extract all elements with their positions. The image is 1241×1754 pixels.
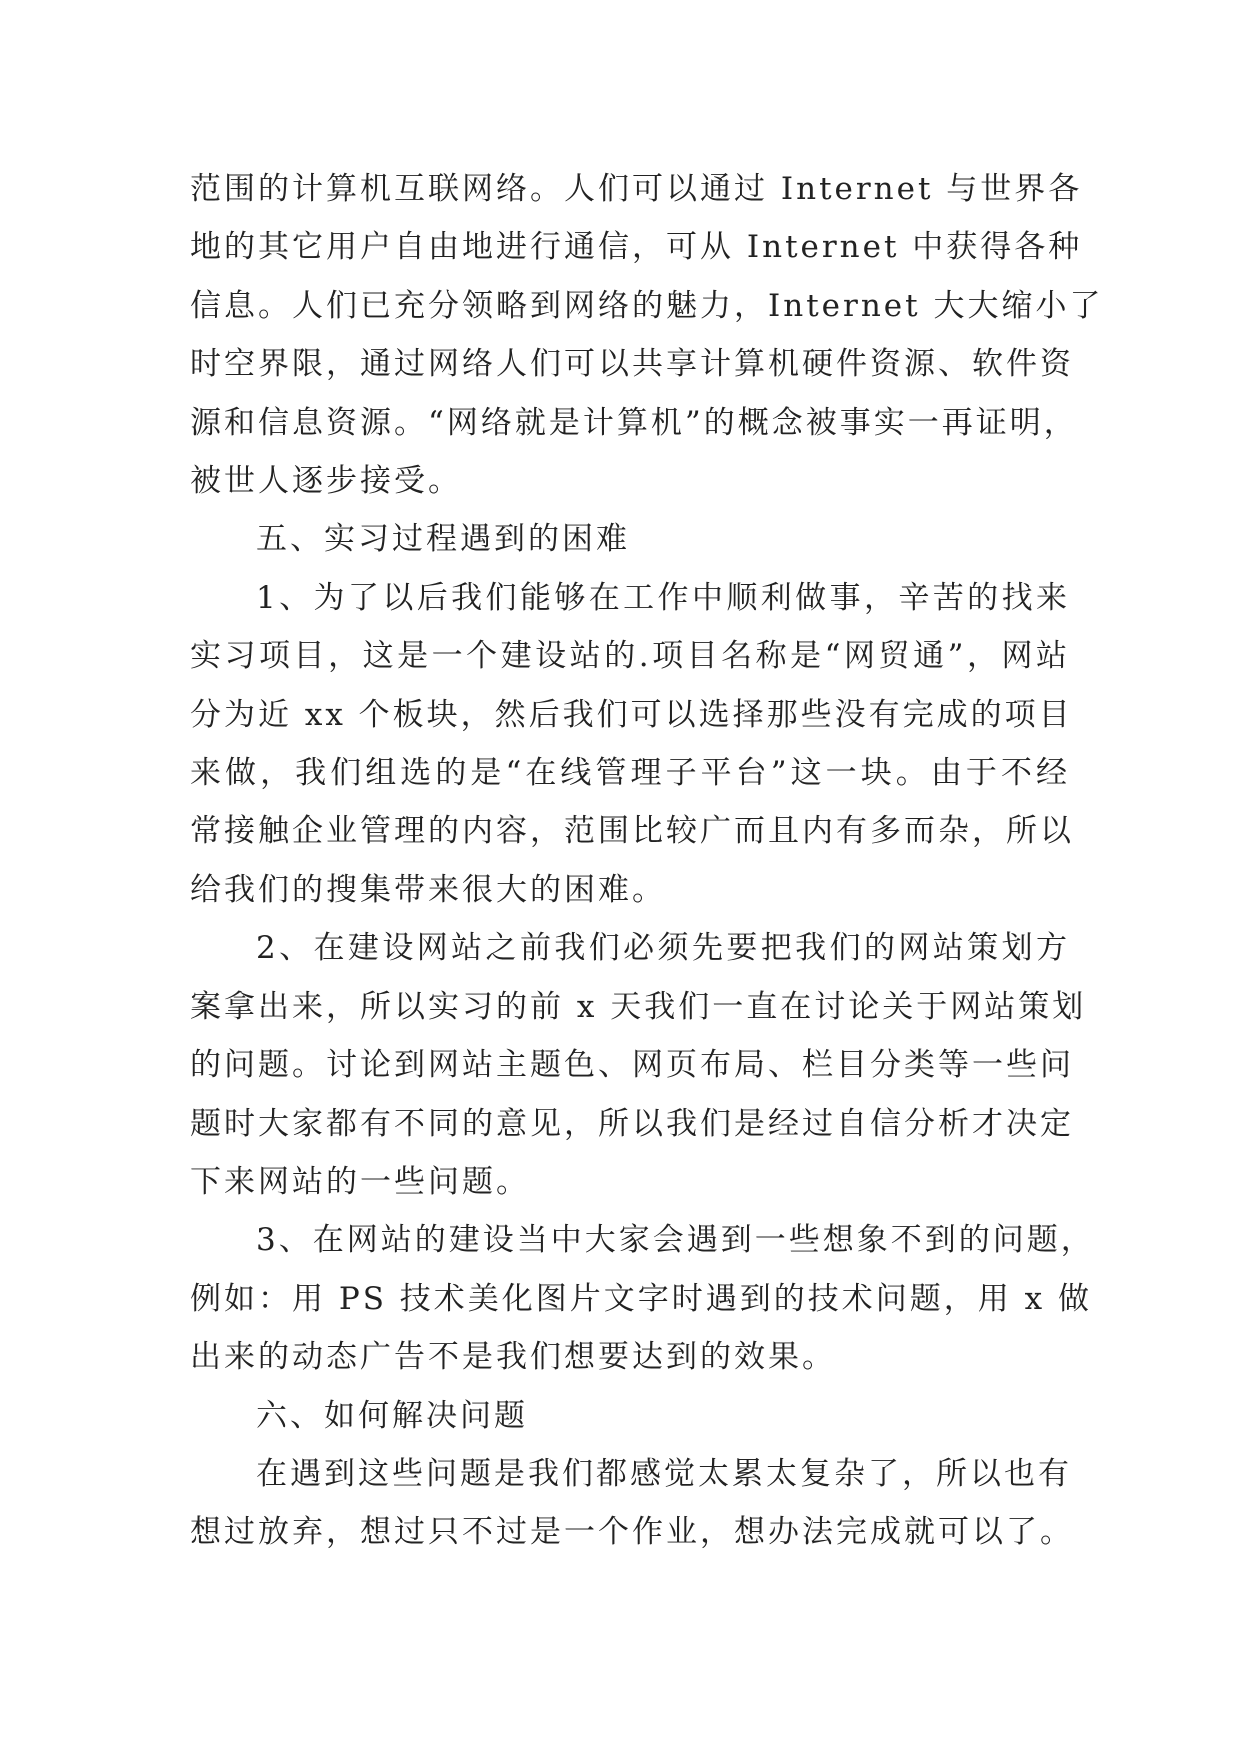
text-line: 分为近 xx 个板块，然后我们可以选择那些没有完成的项目 (190, 696, 1073, 733)
text-line: 五、实习过程遇到的困难 (256, 521, 630, 558)
document-body (190, 160, 1104, 1562)
text-line: 想过放弃，想过只不过是一个作业，想办法完成就可以了。 (190, 1514, 1074, 1551)
text-line: 信息。人们已充分领略到网络的魅力，Internet 大大缩小了 (190, 287, 1104, 324)
text-line: 源和信息资源。“网络就是计算机”的概念被事实一再证明， (190, 404, 1078, 441)
text-line: 常接触企业管理的内容，范围比较广而且内有多而杂，所以 (190, 813, 1074, 850)
text-line: 六、如何解决问题 (256, 1397, 528, 1434)
text-line: 下来网站的一些问题。 (190, 1163, 530, 1200)
text-line: 3、在网站的建设当中大家会遇到一些想象不到的问题， (256, 1222, 1095, 1259)
text-line: 给我们的搜集带来很大的困难。 (190, 871, 666, 908)
text-line: 出来的动态广告不是我们想要达到的效果。 (190, 1339, 836, 1376)
text-line: 1、为了以后我们能够在工作中顺利做事，辛苦的找来 (256, 579, 1070, 616)
text-line: 来做，我们组选的是“在线管理子平台”这一块。由于不经 (190, 755, 1070, 792)
text-line: 的问题。讨论到网站主题色、网页布局、栏目分类等一些问 (190, 1047, 1074, 1084)
text-line: 在遇到这些问题是我们都感觉太累太复杂了，所以也有 (256, 1455, 1072, 1492)
text-line: 2、在建设网站之前我们必须先要把我们的网站策划方 (256, 930, 1070, 967)
text-line: 实习项目，这是一个建设站的.项目名称是“网贸通”，网站 (190, 638, 1070, 675)
text-line: 例如：用 PS 技术美化图片文字时遇到的技术问题，用 x 做 (190, 1280, 1092, 1317)
text-line: 地的其它用户自由地进行通信，可从 Internet 中获得各种 (190, 229, 1083, 266)
text-line: 范围的计算机互联网络。人们可以通过 Internet 与世界各 (190, 171, 1083, 207)
text-line: 案拿出来，所以实习的前 x 天我们一直在讨论关于网站策划 (190, 988, 1087, 1025)
text-line: 被世人逐步接受。 (190, 463, 462, 500)
text-line: 时空界限，通过网络人们可以共享计算机硬件资源、软件资 (190, 346, 1074, 383)
text-line: 题时大家都有不同的意见，所以我们是经过自信分析才决定 (190, 1105, 1074, 1142)
